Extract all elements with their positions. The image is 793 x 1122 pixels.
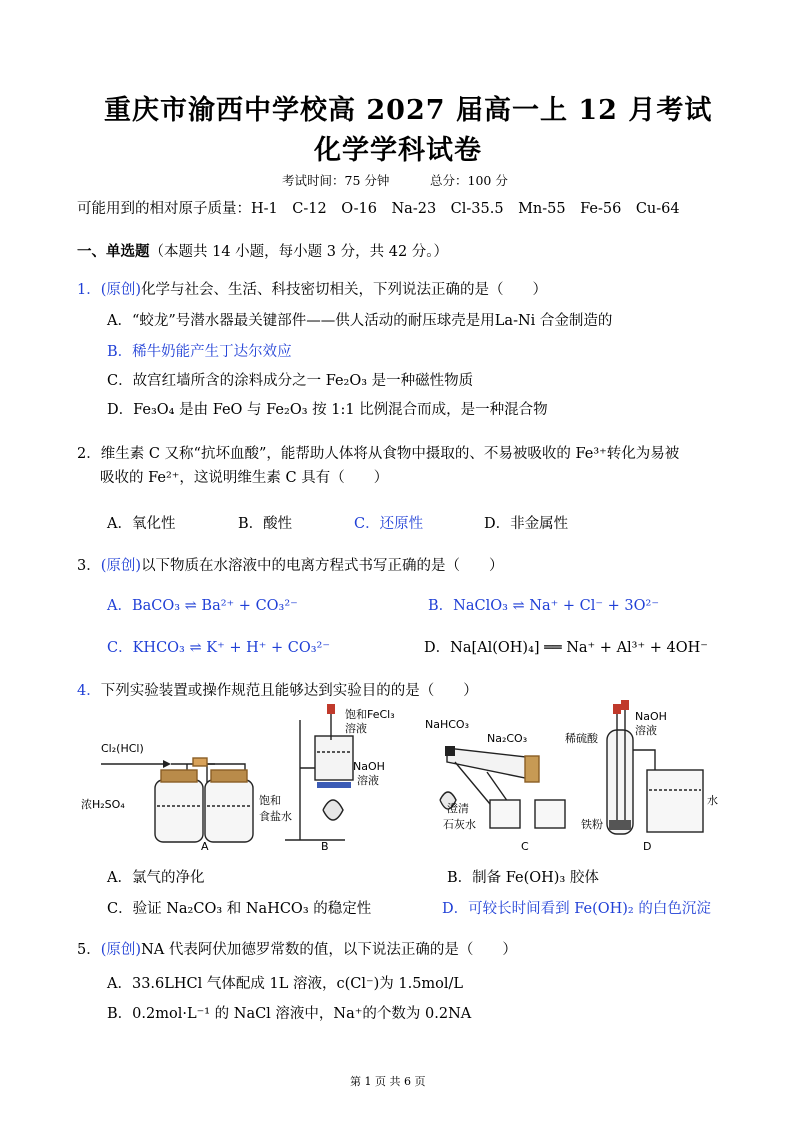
q5-option-a: A．33.6LHCl 气体配成 1L 溶液，c(Cl⁻)为 1.5mol/L [107,976,464,992]
label-naoh-b: NaOH [353,760,385,773]
question-number: 4． [77,683,101,699]
question-text: 以下物质在水溶液中的电离方程式书写正确的是（ ） [141,558,504,574]
section-note: （本题共 14 小题，每小题 3 分，共 42 分。） [149,244,449,260]
total-score: 总分：100 分 [430,173,508,188]
section-title: 一、单选题 [77,243,150,260]
label-saturated: 饱和 [259,794,281,807]
q1-option-b: B．稀牛奶能产生丁达尔效应 [107,344,292,360]
question-5-stem [77,938,517,959]
caption-c: C [521,840,529,853]
label-fecl3-solution: 溶液 [345,722,367,735]
original-tag: (原创) [100,558,142,574]
q1-option-d: D．Fe₃O₄ 是由 FeO 与 Fe₂O₃ 按 1:1 比例混合而成，是一种混合物 [107,402,548,418]
atomic-masses: 可能用到的相对原子质量：H-1 C-12 O-16 Na-23 Cl-35.5 Mn-55 Fe-56 Cu-64 [77,201,680,217]
caption-d: D [643,840,652,853]
label-dilute-h2so4: 稀硫酸 [565,732,598,745]
caption-a: A [201,840,209,853]
label-nahco3: NaHCO₃ [425,718,469,731]
q2-option-b: B．酸性 [238,516,293,532]
label-fecl3: 饱和FeCl₃ [345,708,395,721]
question-number: 3． [77,558,101,574]
label-naoh-b-solution: 溶液 [357,774,379,787]
experiment-apparatus-figure [81,700,725,853]
question-number: 5． [77,942,101,958]
q4-option-d: D．可较长时间看到 Fe(OH)₂ 的白色沉淀 [442,901,711,917]
exam-time: 考试时间：75 分钟 [282,173,390,188]
q2-stem-line2: 吸收的 Fe²⁺，这说明维生素 C 具有（ ） [100,470,389,486]
question-text: 下列实验装置或操作规范且能够达到实验目的的是（ ） [100,683,478,699]
label-brine: 食盐水 [259,810,292,823]
label-limewater: 澄清 [447,802,469,815]
q2-stem-line1: 2．维生素 C 又称“抗坏血酸”，能帮助人体将从食物中摄取的、不易被吸收的 Fe³⁺转化为易被 [77,446,680,462]
q3-option-d: D．Na[Al(OH)₄] ══ Na⁺ + Al³⁺ + 4OH⁻ [424,640,708,656]
q2-option-d: D．非金属性 [484,516,569,532]
question-4-stem [77,679,478,700]
apparatus-b [285,704,353,840]
q4-option-a: A．氯气的净化 [107,870,205,886]
question-3-stem [77,554,504,575]
label-na2co3: Na₂CO₃ [487,732,528,745]
label-cl2-hcl: Cl₂(HCl) [101,742,144,755]
q1-option-a: A．“蛟龙”号潜水器最关键部件——供人活动的耐压球壳是用La-Ni 合金制造的 [107,313,613,329]
apparatus-c [440,746,565,828]
exam-title-line1: 重庆市渝西中学校高 2027 届高一上 12 月考试 [104,95,713,126]
q1-option-c: C．故宫红墙所含的涂料成分之一 Fe₂O₃ 是一种磁性物质 [107,373,474,389]
q5-option-b: B．0.2mol·L⁻¹ 的 NaCl 溶液中，Na⁺的个数为 0.2NA [107,1006,472,1022]
exam-title-line2: 化学学科试卷 [314,135,482,166]
q2-option-a: A．氧化性 [107,516,176,532]
label-limewater-2: 石灰水 [443,818,476,831]
original-tag: (原创) [100,942,142,958]
q3-option-b: B．NaClO₃ ⇌ Na⁺ + Cl⁻ + 3O²⁻ [428,598,659,614]
section-heading [77,240,448,261]
q4-option-c: C．验证 Na₂CO₃ 和 NaHCO₃ 的稳定性 [107,901,372,917]
label-iron-powder: 铁粉 [581,818,603,831]
question-text: 化学与社会、生活、科技密切相关，下列说法正确的是（ ） [141,282,548,298]
page-footer: 第 1 页 共 6 页 [350,1075,426,1088]
question-1-stem [77,278,547,299]
original-tag: (原创) [100,282,142,298]
q3-option-a: A．BaCO₃ ⇌ Ba²⁺ + CO₃²⁻ [107,598,298,614]
question-text: NA 代表阿伏加德罗常数的值，以下说法正确的是（ ） [141,942,517,958]
question-number: 1． [77,282,101,298]
q3-option-c: C．KHCO₃ ⇌ K⁺ + H⁺ + CO₃²⁻ [107,640,331,656]
q4-option-b: B．制备 Fe(OH)₃ 胶体 [447,870,599,886]
caption-b: B [321,840,329,853]
label-conc-h2so4: 浓H₂SO₄ [81,798,125,811]
q2-option-c: C．还原性 [354,516,424,532]
label-naoh-d: NaOH [635,710,667,723]
label-water: 水 [707,794,718,807]
label-naoh-d-solution: 溶液 [635,724,657,737]
